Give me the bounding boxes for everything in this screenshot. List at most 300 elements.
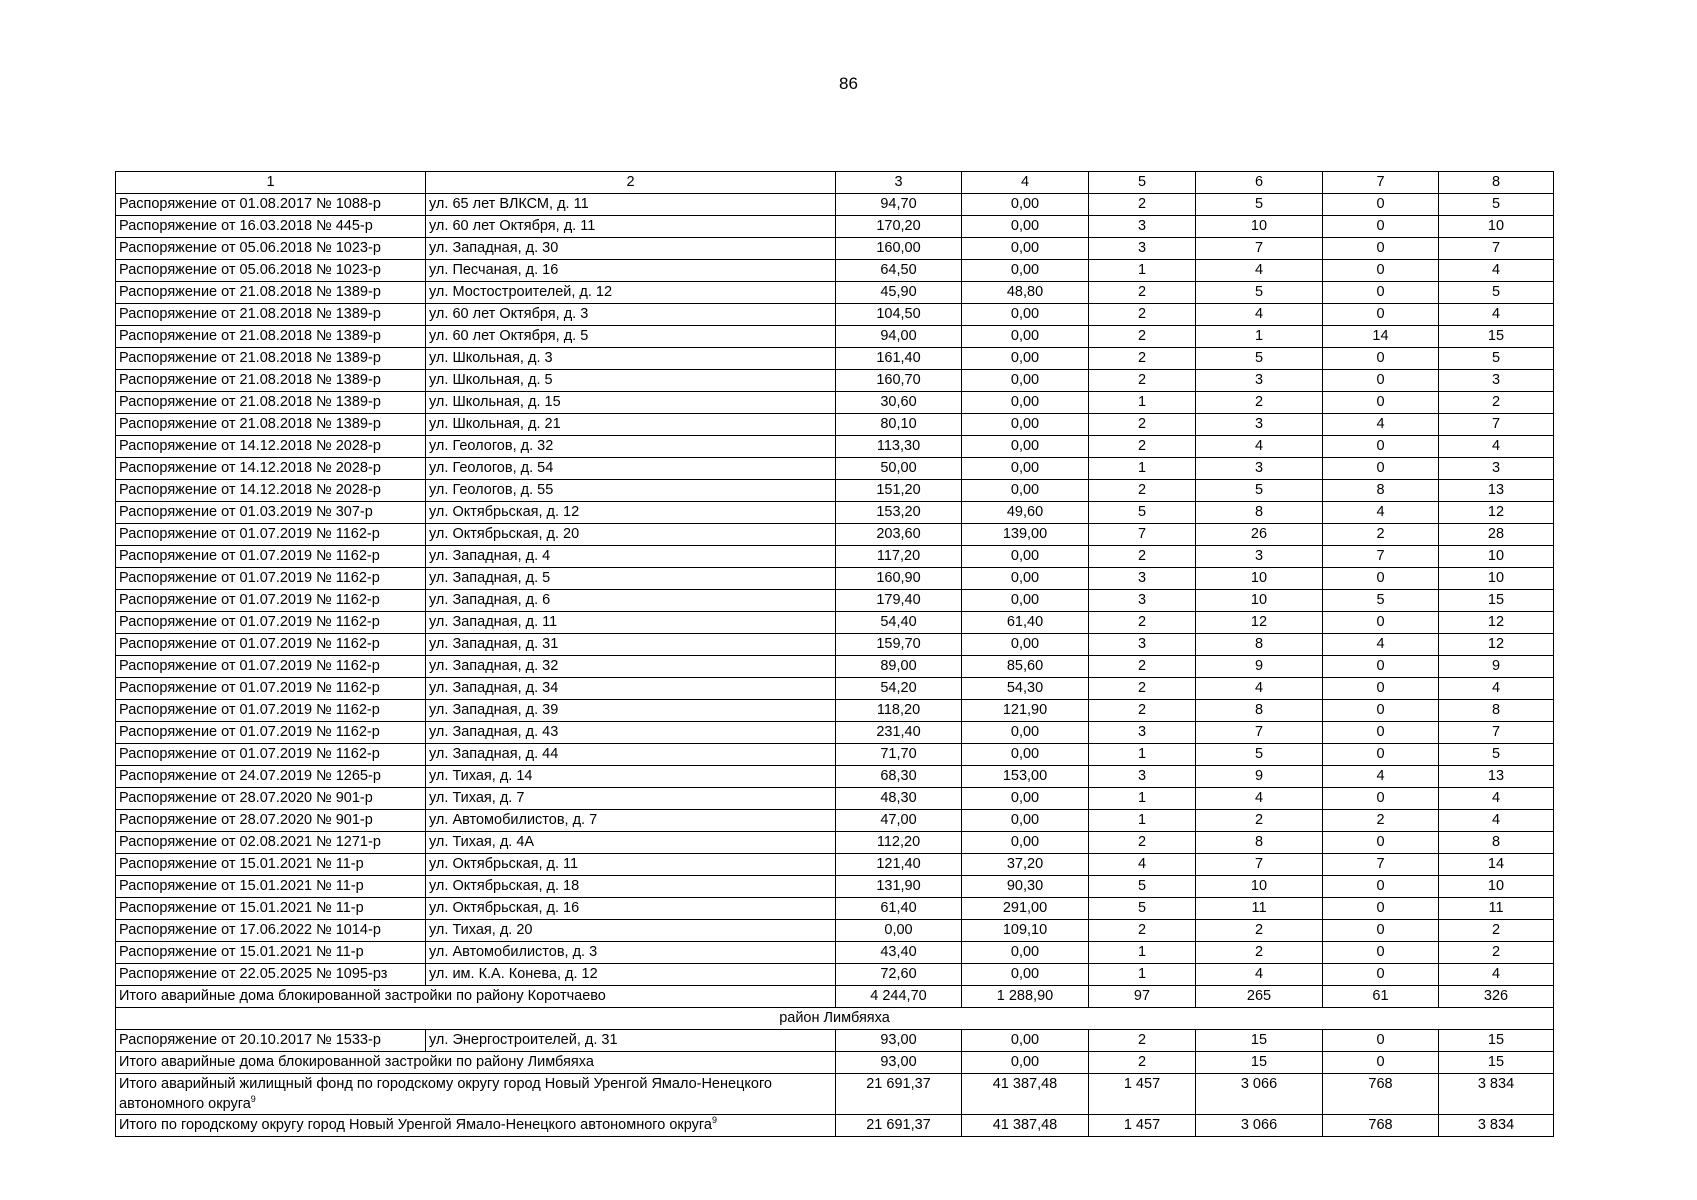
value-cell: 0,00 <box>962 590 1089 612</box>
total-label <box>116 1115 836 1137</box>
address-cell: ул. Школьная, д. 3 <box>426 348 836 370</box>
address-cell: ул. Западная, д. 34 <box>426 678 836 700</box>
value-cell: 2 <box>1089 414 1196 436</box>
value-cell: 48,30 <box>836 788 962 810</box>
value-cell: 48,80 <box>962 282 1089 304</box>
value-cell: 4 <box>1323 414 1439 436</box>
document-cell: Распоряжение от 20.10.2017 № 1533-р <box>116 1030 426 1052</box>
value-cell: 10 <box>1439 568 1554 590</box>
value-cell: 85,60 <box>962 656 1089 678</box>
table-row <box>116 898 1554 920</box>
value-cell: 3 <box>1439 458 1554 480</box>
value-cell: 49,60 <box>962 502 1089 524</box>
value-cell: 4 <box>1439 304 1554 326</box>
table-row <box>116 656 1554 678</box>
value-cell: 8 <box>1439 700 1554 722</box>
value-cell: 2 <box>1089 832 1196 854</box>
value-cell: 0 <box>1323 722 1439 744</box>
page-number: 86 <box>839 74 858 93</box>
value-cell: 9 <box>1196 656 1323 678</box>
value-cell: 109,10 <box>962 920 1089 942</box>
value-cell: 121,90 <box>962 700 1089 722</box>
value-cell: 151,20 <box>836 480 962 502</box>
table-row <box>116 788 1554 810</box>
value-cell: 4 <box>1196 260 1323 282</box>
value-cell: 0 <box>1323 304 1439 326</box>
value-cell: 0,00 <box>962 238 1089 260</box>
value-cell: 5 <box>1439 194 1554 216</box>
document-cell: Распоряжение от 21.08.2018 № 1389-р <box>116 348 426 370</box>
subtotal-value-cell: 2 <box>1089 1052 1196 1074</box>
value-cell: 0 <box>1323 216 1439 238</box>
value-cell: 8 <box>1196 634 1323 656</box>
address-cell: ул. Энергостроителей, д. 31 <box>426 1030 836 1052</box>
value-cell: 11 <box>1196 898 1323 920</box>
table-row <box>116 634 1554 656</box>
address-cell: ул. Геологов, д. 32 <box>426 436 836 458</box>
value-cell: 2 <box>1089 348 1196 370</box>
value-cell: 10 <box>1439 216 1554 238</box>
address-cell: ул. Школьная, д. 21 <box>426 414 836 436</box>
column-number-cell: 8 <box>1439 172 1554 194</box>
value-cell: 2 <box>1089 480 1196 502</box>
value-cell: 54,40 <box>836 612 962 634</box>
value-cell: 5 <box>1196 282 1323 304</box>
value-cell: 0 <box>1323 876 1439 898</box>
value-cell: 8 <box>1439 832 1554 854</box>
value-cell: 3 <box>1089 590 1196 612</box>
value-cell: 1 <box>1089 942 1196 964</box>
value-cell: 11 <box>1439 898 1554 920</box>
total-label-text: Итого аварийный жилищный фонд по городскому округу город Новый Уренгой Ямало-Ненецкого автономного округа <box>119 1076 772 1112</box>
column-number-cell: 7 <box>1323 172 1439 194</box>
value-cell: 0 <box>1323 678 1439 700</box>
value-cell: 3 <box>1089 238 1196 260</box>
total-row-emergency-fund <box>116 1074 1554 1115</box>
value-cell: 113,30 <box>836 436 962 458</box>
value-cell: 47,00 <box>836 810 962 832</box>
document-cell: Распоряжение от 28.07.2020 № 901-р <box>116 788 426 810</box>
document-cell: Распоряжение от 01.07.2019 № 1162-р <box>116 612 426 634</box>
document-cell: Распоряжение от 01.07.2019 № 1162-р <box>116 744 426 766</box>
value-cell: 0,00 <box>962 634 1089 656</box>
value-cell: 7 <box>1089 524 1196 546</box>
value-cell: 179,40 <box>836 590 962 612</box>
total-value-cell: 3 066 <box>1196 1115 1323 1137</box>
total-value-cell: 21 691,37 <box>836 1074 962 1115</box>
table-row <box>116 766 1554 788</box>
value-cell: 37,20 <box>962 854 1089 876</box>
value-cell: 2 <box>1089 326 1196 348</box>
value-cell: 0,00 <box>962 722 1089 744</box>
value-cell: 90,30 <box>962 876 1089 898</box>
subtotal-value-cell: 0 <box>1323 1052 1439 1074</box>
value-cell: 0,00 <box>962 348 1089 370</box>
value-cell: 0,00 <box>962 458 1089 480</box>
value-cell: 139,00 <box>962 524 1089 546</box>
address-cell: ул. Геологов, д. 55 <box>426 480 836 502</box>
value-cell: 7 <box>1323 546 1439 568</box>
value-cell: 15 <box>1439 590 1554 612</box>
value-cell: 12 <box>1196 612 1323 634</box>
address-cell: ул. Западная, д. 30 <box>426 238 836 260</box>
value-cell: 5 <box>1089 876 1196 898</box>
value-cell: 0 <box>1323 612 1439 634</box>
subtotal-value-cell: 93,00 <box>836 1052 962 1074</box>
value-cell: 7 <box>1196 722 1323 744</box>
table-row <box>116 964 1554 986</box>
address-cell: ул. Геологов, д. 54 <box>426 458 836 480</box>
subtotal-row-limbyaha <box>116 1052 1554 1074</box>
value-cell: 93,00 <box>836 1030 962 1052</box>
value-cell: 1 <box>1089 964 1196 986</box>
value-cell: 0,00 <box>962 392 1089 414</box>
value-cell: 112,20 <box>836 832 962 854</box>
document-cell: Распоряжение от 02.08.2021 № 1271-р <box>116 832 426 854</box>
document-cell: Распоряжение от 21.08.2018 № 1389-р <box>116 326 426 348</box>
document-cell: Распоряжение от 28.07.2020 № 901-р <box>116 810 426 832</box>
value-cell: 10 <box>1439 876 1554 898</box>
value-cell: 0 <box>1323 964 1439 986</box>
total-value-cell: 1 457 <box>1089 1115 1196 1137</box>
value-cell: 0,00 <box>962 964 1089 986</box>
table-row <box>116 1030 1554 1052</box>
value-cell: 5 <box>1089 898 1196 920</box>
table-row <box>116 348 1554 370</box>
document-cell: Распоряжение от 01.07.2019 № 1162-р <box>116 700 426 722</box>
table-row <box>116 370 1554 392</box>
document-cell: Распоряжение от 14.12.2018 № 2028-р <box>116 436 426 458</box>
document-cell: Распоряжение от 15.01.2021 № 11-р <box>116 876 426 898</box>
table-row <box>116 502 1554 524</box>
table-row <box>116 810 1554 832</box>
value-cell: 10 <box>1196 876 1323 898</box>
subtotal-label: Итого аварийные дома блокированной застройки по району Коротчаево <box>116 986 836 1008</box>
subtotal-value-cell: 265 <box>1196 986 1323 1008</box>
value-cell: 0,00 <box>962 832 1089 854</box>
address-cell: ул. Автомобилистов, д. 3 <box>426 942 836 964</box>
value-cell: 131,90 <box>836 876 962 898</box>
value-cell: 121,40 <box>836 854 962 876</box>
address-cell: ул. Автомобилистов, д. 7 <box>426 810 836 832</box>
value-cell: 1 <box>1089 392 1196 414</box>
value-cell: 2 <box>1196 920 1323 942</box>
value-cell: 0,00 <box>962 194 1089 216</box>
value-cell: 2 <box>1089 920 1196 942</box>
value-cell: 0 <box>1323 260 1439 282</box>
column-number-cell: 3 <box>836 172 962 194</box>
document-cell: Распоряжение от 01.07.2019 № 1162-р <box>116 568 426 590</box>
value-cell: 0 <box>1323 1030 1439 1052</box>
value-cell: 30,60 <box>836 392 962 414</box>
total-value-cell: 3 834 <box>1439 1115 1554 1137</box>
value-cell: 0,00 <box>962 414 1089 436</box>
table-row <box>116 590 1554 612</box>
value-cell: 5 <box>1196 194 1323 216</box>
table-row <box>116 216 1554 238</box>
value-cell: 94,70 <box>836 194 962 216</box>
value-cell: 0,00 <box>962 744 1089 766</box>
value-cell: 12 <box>1439 612 1554 634</box>
value-cell: 0 <box>1323 898 1439 920</box>
value-cell: 4 <box>1196 678 1323 700</box>
subtotal-value-cell: 15 <box>1196 1052 1323 1074</box>
value-cell: 5 <box>1439 744 1554 766</box>
value-cell: 43,40 <box>836 942 962 964</box>
value-cell: 7 <box>1196 854 1323 876</box>
table-row <box>116 568 1554 590</box>
document-cell: Распоряжение от 15.01.2021 № 11-р <box>116 854 426 876</box>
value-cell: 7 <box>1323 854 1439 876</box>
address-cell: ул. Западная, д. 39 <box>426 700 836 722</box>
value-cell: 2 <box>1089 282 1196 304</box>
value-cell: 0,00 <box>836 920 962 942</box>
value-cell: 0 <box>1323 832 1439 854</box>
value-cell: 64,50 <box>836 260 962 282</box>
value-cell: 2 <box>1323 810 1439 832</box>
address-cell: ул. Тихая, д. 4А <box>426 832 836 854</box>
subtotal-value-cell: 61 <box>1323 986 1439 1008</box>
table-row <box>116 458 1554 480</box>
address-cell: ул. 60 лет Октября, д. 5 <box>426 326 836 348</box>
total-value-cell: 1 457 <box>1089 1074 1196 1115</box>
document-cell: Распоряжение от 01.07.2019 № 1162-р <box>116 656 426 678</box>
address-cell: ул. Западная, д. 6 <box>426 590 836 612</box>
value-cell: 15 <box>1439 326 1554 348</box>
value-cell: 0 <box>1323 700 1439 722</box>
value-cell: 2 <box>1439 392 1554 414</box>
total-value-cell: 3 834 <box>1439 1074 1554 1115</box>
total-value-cell: 41 387,48 <box>962 1074 1089 1115</box>
value-cell: 3 <box>1196 414 1323 436</box>
document-cell: Распоряжение от 01.07.2019 № 1162-р <box>116 634 426 656</box>
value-cell: 2 <box>1439 920 1554 942</box>
value-cell: 0 <box>1323 656 1439 678</box>
address-cell: ул. Тихая, д. 20 <box>426 920 836 942</box>
value-cell: 2 <box>1089 612 1196 634</box>
value-cell: 68,30 <box>836 766 962 788</box>
address-cell: ул. Октябрьская, д. 18 <box>426 876 836 898</box>
subtotal-value-cell: 97 <box>1089 986 1196 1008</box>
value-cell: 72,60 <box>836 964 962 986</box>
column-number-cell: 1 <box>116 172 426 194</box>
value-cell: 3 <box>1089 634 1196 656</box>
value-cell: 28 <box>1439 524 1554 546</box>
value-cell: 2 <box>1089 700 1196 722</box>
value-cell: 7 <box>1439 722 1554 744</box>
address-cell: ул. Западная, д. 4 <box>426 546 836 568</box>
value-cell: 160,90 <box>836 568 962 590</box>
address-cell: ул. Октябрьская, д. 12 <box>426 502 836 524</box>
section-row <box>116 1008 1554 1030</box>
column-number-row <box>116 172 1554 194</box>
value-cell: 7 <box>1439 414 1554 436</box>
total-value-cell: 768 <box>1323 1074 1439 1115</box>
value-cell: 61,40 <box>836 898 962 920</box>
subtotal-label: Итого аварийные дома блокированной застройки по району Лимбяяха <box>116 1052 836 1074</box>
value-cell: 3 <box>1089 722 1196 744</box>
value-cell: 12 <box>1439 502 1554 524</box>
value-cell: 0 <box>1323 788 1439 810</box>
table-row <box>116 304 1554 326</box>
footnote-marker: 9 <box>250 1094 256 1105</box>
value-cell: 8 <box>1196 832 1323 854</box>
table-row <box>116 700 1554 722</box>
document-cell: Распоряжение от 01.07.2019 № 1162-р <box>116 678 426 700</box>
value-cell: 7 <box>1439 238 1554 260</box>
value-cell: 2 <box>1089 194 1196 216</box>
value-cell: 1 <box>1196 326 1323 348</box>
total-value-cell: 41 387,48 <box>962 1115 1089 1137</box>
document-cell: Распоряжение от 15.01.2021 № 11-р <box>116 942 426 964</box>
value-cell: 3 <box>1439 370 1554 392</box>
document-cell: Распоряжение от 21.08.2018 № 1389-р <box>116 414 426 436</box>
value-cell: 203,60 <box>836 524 962 546</box>
value-cell: 2 <box>1089 656 1196 678</box>
value-cell: 117,20 <box>836 546 962 568</box>
value-cell: 1 <box>1089 788 1196 810</box>
document-cell: Распоряжение от 16.03.2018 № 445-р <box>116 216 426 238</box>
table-row <box>116 260 1554 282</box>
document-cell: Распоряжение от 24.07.2019 № 1265-р <box>116 766 426 788</box>
total-row-district <box>116 1115 1554 1137</box>
value-cell: 1 <box>1089 260 1196 282</box>
subtotal-value-cell: 0,00 <box>962 1052 1089 1074</box>
value-cell: 2 <box>1089 1030 1196 1052</box>
document-cell: Распоряжение от 01.07.2019 № 1162-р <box>116 546 426 568</box>
value-cell: 0 <box>1323 194 1439 216</box>
value-cell: 153,20 <box>836 502 962 524</box>
address-cell: ул. 60 лет Октября, д. 3 <box>426 304 836 326</box>
address-cell: ул. Западная, д. 11 <box>426 612 836 634</box>
document-cell: Распоряжение от 17.06.2022 № 1014-р <box>116 920 426 942</box>
table-row <box>116 876 1554 898</box>
value-cell: 5 <box>1196 480 1323 502</box>
column-number-cell: 5 <box>1089 172 1196 194</box>
document-cell: Распоряжение от 01.07.2019 № 1162-р <box>116 722 426 744</box>
value-cell: 0,00 <box>962 810 1089 832</box>
value-cell: 0 <box>1323 568 1439 590</box>
value-cell: 231,40 <box>836 722 962 744</box>
subtotal-row-korotchaevo <box>116 986 1554 1008</box>
address-cell: ул. 65 лет ВЛКСМ, д. 11 <box>426 194 836 216</box>
value-cell: 1 <box>1089 810 1196 832</box>
table-row <box>116 744 1554 766</box>
value-cell: 4 <box>1196 436 1323 458</box>
value-cell: 13 <box>1439 480 1554 502</box>
value-cell: 0,00 <box>962 1030 1089 1052</box>
value-cell: 2 <box>1089 546 1196 568</box>
value-cell: 94,00 <box>836 326 962 348</box>
document-cell: Распоряжение от 21.08.2018 № 1389-р <box>116 304 426 326</box>
value-cell: 0,00 <box>962 480 1089 502</box>
value-cell: 4 <box>1323 634 1439 656</box>
table-row <box>116 920 1554 942</box>
address-cell: ул. Западная, д. 32 <box>426 656 836 678</box>
value-cell: 0,00 <box>962 216 1089 238</box>
table-row <box>116 326 1554 348</box>
address-cell: ул. Тихая, д. 14 <box>426 766 836 788</box>
value-cell: 10 <box>1196 216 1323 238</box>
value-cell: 1 <box>1089 458 1196 480</box>
value-cell: 5 <box>1439 348 1554 370</box>
address-cell: ул. 60 лет Октября, д. 11 <box>426 216 836 238</box>
subtotal-value-cell: 15 <box>1439 1052 1554 1074</box>
value-cell: 4 <box>1439 810 1554 832</box>
address-cell: ул. Западная, д. 44 <box>426 744 836 766</box>
value-cell: 4 <box>1439 678 1554 700</box>
value-cell: 104,50 <box>836 304 962 326</box>
value-cell: 10 <box>1439 546 1554 568</box>
table-row <box>116 612 1554 634</box>
value-cell: 4 <box>1196 788 1323 810</box>
value-cell: 8 <box>1196 502 1323 524</box>
value-cell: 9 <box>1196 766 1323 788</box>
value-cell: 0,00 <box>962 436 1089 458</box>
value-cell: 5 <box>1089 502 1196 524</box>
value-cell: 45,90 <box>836 282 962 304</box>
value-cell: 2 <box>1196 392 1323 414</box>
address-cell: ул. Западная, д. 43 <box>426 722 836 744</box>
section-title: район Лимбяяха <box>116 1008 1554 1030</box>
value-cell: 0 <box>1323 238 1439 260</box>
address-cell: ул. Западная, д. 5 <box>426 568 836 590</box>
value-cell: 26 <box>1196 524 1323 546</box>
total-label-text: Итого по городскому округу город Новый Уренгой Ямало-Ненецкого автономного округа <box>119 1117 712 1133</box>
value-cell: 2 <box>1323 524 1439 546</box>
value-cell: 4 <box>1196 304 1323 326</box>
address-cell: ул. Мостостроителей, д. 12 <box>426 282 836 304</box>
value-cell: 61,40 <box>962 612 1089 634</box>
value-cell: 2 <box>1196 810 1323 832</box>
value-cell: 3 <box>1089 568 1196 590</box>
value-cell: 0,00 <box>962 942 1089 964</box>
value-cell: 15 <box>1196 1030 1323 1052</box>
value-cell: 3 <box>1196 370 1323 392</box>
value-cell: 0 <box>1323 744 1439 766</box>
document-cell: Распоряжение от 05.06.2018 № 1023-р <box>116 238 426 260</box>
value-cell: 4 <box>1196 964 1323 986</box>
value-cell: 0,00 <box>962 546 1089 568</box>
value-cell: 5 <box>1323 590 1439 612</box>
value-cell: 3 <box>1089 766 1196 788</box>
value-cell: 2 <box>1196 942 1323 964</box>
document-cell: Распоряжение от 01.03.2019 № 307-р <box>116 502 426 524</box>
value-cell: 2 <box>1089 436 1196 458</box>
total-value-cell: 3 066 <box>1196 1074 1323 1115</box>
value-cell: 4 <box>1089 854 1196 876</box>
value-cell: 3 <box>1089 216 1196 238</box>
table-row <box>116 678 1554 700</box>
address-cell: ул. Тихая, д. 7 <box>426 788 836 810</box>
document-cell: Распоряжение от 15.01.2021 № 11-р <box>116 898 426 920</box>
value-cell: 0 <box>1323 458 1439 480</box>
value-cell: 0,00 <box>962 326 1089 348</box>
value-cell: 4 <box>1439 260 1554 282</box>
address-cell: ул. Октябрьская, д. 20 <box>426 524 836 546</box>
value-cell: 2 <box>1089 304 1196 326</box>
value-cell: 71,70 <box>836 744 962 766</box>
value-cell: 14 <box>1323 326 1439 348</box>
value-cell: 153,00 <box>962 766 1089 788</box>
document-cell: Распоряжение от 01.08.2017 № 1088-р <box>116 194 426 216</box>
column-number-cell: 6 <box>1196 172 1323 194</box>
table-row <box>116 436 1554 458</box>
document-cell: Распоряжение от 21.08.2018 № 1389-р <box>116 370 426 392</box>
housing-table <box>115 171 1554 1137</box>
table-row <box>116 832 1554 854</box>
value-cell: 0 <box>1323 348 1439 370</box>
